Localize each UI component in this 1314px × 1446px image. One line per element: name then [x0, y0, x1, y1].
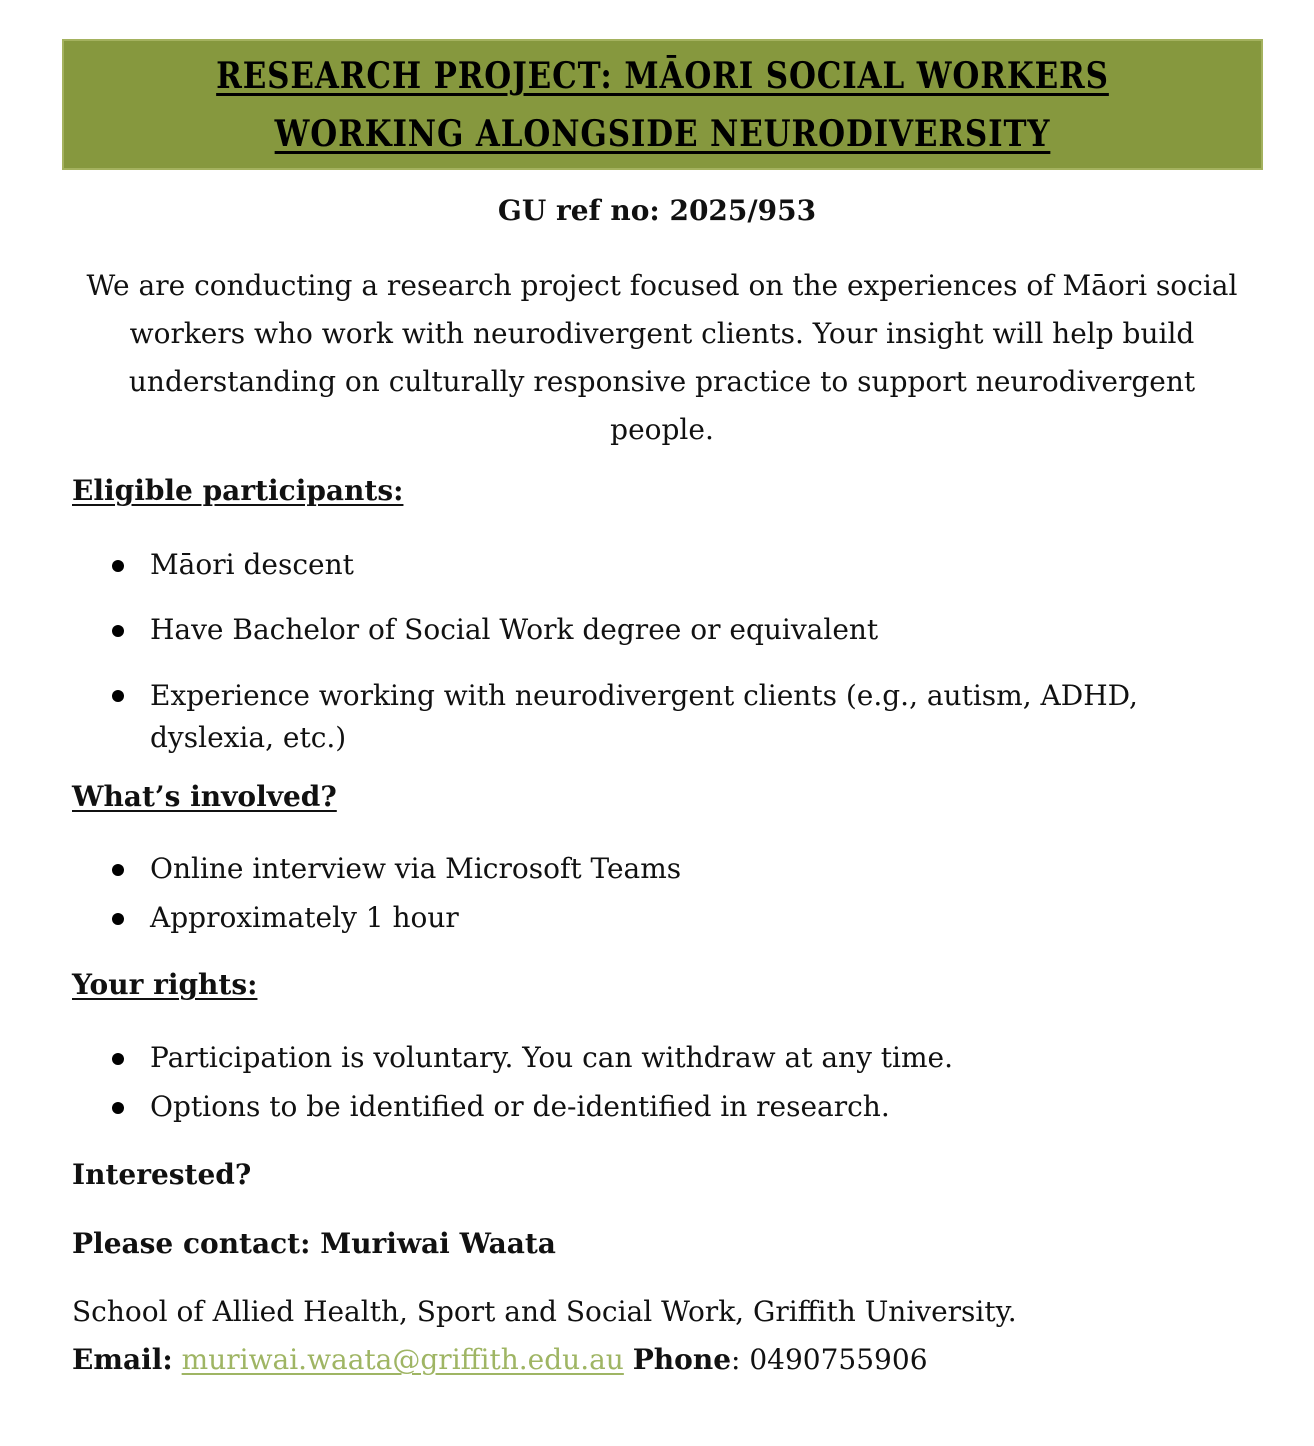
list-item: Māori descent [72, 545, 1200, 585]
list-item: Have Bachelor of Social Work degree or equivalent [72, 610, 1200, 650]
title-banner [62, 39, 1263, 170]
list-item: Options to be identified or de-identified in research. [72, 1087, 953, 1127]
please-contact: Please contact: Muriwai Waata [72, 1227, 556, 1260]
contact-line: Email: muriwai.waata@griffith.edu.au Phone: 0490755906 [72, 1343, 928, 1376]
intro-paragraph: We are conducting a research project focused on the experiences of Māori social workers who work with neurodivergent clients. Your insight will help build understanding on culturally responsive practice to support neurodivergent people. [86, 269, 1238, 446]
bullet-icon [112, 625, 124, 637]
school-name: School of Allied Health, Sport and Social Work, Griffith University. [72, 1295, 1017, 1328]
list-item: Experience working with neurodivergent clients (e.g., autism, ADHD, dyslexia, etc.) [72, 675, 1200, 759]
involved-list [72, 849, 681, 938]
reference-number: GU ref no: 2025/953 [497, 194, 817, 227]
bullet-icon [112, 690, 124, 702]
title-line-2: WORKING ALONGSIDE NEURODIVERSITY [274, 113, 1051, 155]
bullet-icon [112, 1053, 124, 1065]
eligible-heading: Eligible participants: [72, 474, 404, 507]
title-line-1: RESEARCH PROJECT: MĀORI SOCIAL WORKERS [216, 55, 1109, 97]
phone-label: Phone [632, 1343, 732, 1376]
email-label: Email: [72, 1343, 173, 1376]
bullet-icon [112, 864, 124, 876]
list-item: Participation is voluntary. You can withdraw at any time. [72, 1038, 953, 1078]
rights-heading: Your rights: [72, 968, 258, 1001]
bullet-icon [112, 913, 124, 925]
email-link[interactable]: muriwai.waata@griffith.edu.au [181, 1343, 624, 1376]
list-item: Approximately 1 hour [72, 898, 681, 938]
list-item: Online interview via Microsoft Teams [72, 849, 681, 889]
involved-heading: What’s involved? [72, 780, 337, 813]
phone-number: 0490755906 [749, 1343, 928, 1376]
interested-label: Interested? [72, 1158, 252, 1191]
eligible-list [72, 545, 1200, 759]
bullet-icon [112, 1102, 124, 1114]
rights-list [72, 1038, 953, 1127]
bullet-icon [112, 560, 124, 572]
